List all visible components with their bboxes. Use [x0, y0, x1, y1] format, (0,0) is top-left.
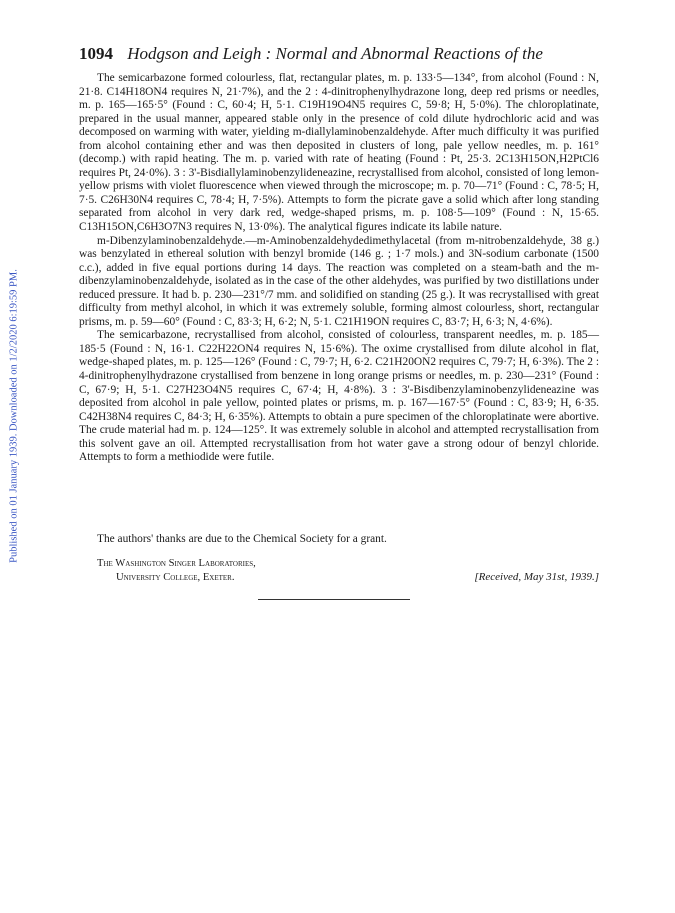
- publication-note: Published on 01 January 1939. Downloaded on 1/2/2020 6:19:59 PM.: [8, 269, 20, 563]
- end-rule: [258, 599, 410, 600]
- running-header: [79, 44, 599, 64]
- paragraph-semicarbazone-diallyl: The semicarbazone formed colourless, flat, rectangular plates, m. p. 133·5—134°, from alcohol (Found : N, 21·8. C14H18ON4 requires N, 21·7%), and the 2 : 4-dinitrophenylhydrazone long, deep red prisms or needles, m. p. 165—165·5° (Found : C, 60·4; H, 5·1. C19H19O4N5 requires C, 59·8; H, 5·0%). The chloroplatinate, prepared in the usual manner, appeared stable only in the presence of cold dilute hydrochloric acid and was decomposed on warming with water, yielding m-diallylaminobenzaldehyde. After much difficulty it was purified from alcohol containing ether and was then deposited in clusters of long, pale yellow needles, m. p. 161° (decomp.) with rapid heating. The m. p. varied with rate of heating (Found : Pt, 25·3. 2C13H15ON,H2PtCl6 requires Pt, 24·0%). 3 : 3'-Bisdiallylaminobenzylideneazine, recrystallised from alcohol, consisted of long lemon-yellow prisms with violet fluorescence when viewed through the microscope; m. p. 70—71° (Found : C, 78·5; H, 7·5. C26H30N4 requires C, 78·4; H, 7·5%). Attempts to form the picrate gave a solid which after long standing separated from alcohol in very dark red, wedge-shaped prisms, m. p. 108·5—109° (Found : N, 15·65. C13H15ON,C6H3O7N3 requires N, 13·0%). The analytical figures indicate its labile nature.: [79, 72, 599, 234]
- article-body: [79, 72, 599, 465]
- paragraph-dibenzylaminobenzaldehyde: m-Dibenzylaminobenzaldehyde.—m-Aminobenzaldehydedimethylacetal (from m-nitrobenzaldehyde, 38 g.) was benzylated in ethereal solution with benzyl bromide (146 g. ; 1·7 mols.) and 3N-sodium carbonate (1500 c.c.), added in five equal portions during 14 days. The reaction was completed on a steam-bath and the m-dibenzylaminobenzaldehyde, isolated as in the case of the other aldehydes, was purified by two distillations under reduced pressure. It had b. p. 230—231°/7 mm. and solidified on standing (25 g.). It was recrystallised with great difficulty from methyl alcohol, in which it was extremely soluble, forming almost colourless, short, rectangular prisms, m. p. 59—60° (Found : C, 83·3; H, 6·2; N, 5·1. C21H19ON requires C, 83·7; H, 6·3; N, 4·6%).: [79, 234, 599, 328]
- download-watermark: [4, 236, 24, 596]
- page-number: 1094: [79, 44, 113, 63]
- running-title: Hodgson and Leigh : Normal and Abnormal Reactions of the: [127, 44, 543, 63]
- paragraph-semicarbazone-dibenzyl: The semicarbazone, recrystallised from alcohol, consisted of colourless, transparent needles, m. p. 185—185·5 (Found : N, 16·1. C22H22ON4 requires N, 15·6%). The oxime crystallised from dilute alcohol in flat, wedge-shaped plates, m. p. 125—126° (Found : C, 79·7; H, 6·2. C21H20ON2 requires C, 79·7; H, 6·3%). The 2 : 4-dinitrophenylhydrazone crystallised from benzene in long orange prisms or needles, m. p. 230—231° (Found : C, 67·9; H, 5·1. C27H23O4N5 requires C, 67·4; H, 4·8%). 3 : 3'-Bisdibenzylaminobenzylideneazine was deposited from alcohol in pale yellow, pointed plates or prisms, m. p. 167—167·5° (Found : C, 83·9; H, 6·35. C42H38N4 requires C, 84·3; H, 6·35%). Attempts to obtain a pure specimen of the chloroplatinate were abortive. The crude material had m. p. 124—125°. It was extremely soluble in alcohol and attempted recrystallisation from this solvent gave an oil. Attempted recrystallisation from hot water gave a strong odour of benzyl chloride. Attempts to form a methiodide were futile.: [79, 329, 599, 464]
- received-date: [Received, May 31st, 1939.]: [474, 571, 599, 583]
- laboratory-name: The Washington Singer Laboratories,: [97, 558, 256, 569]
- acknowledgement: The authors' thanks are due to the Chemical Society for a grant.: [97, 533, 387, 545]
- institution-name: University College, Exeter.: [116, 571, 235, 583]
